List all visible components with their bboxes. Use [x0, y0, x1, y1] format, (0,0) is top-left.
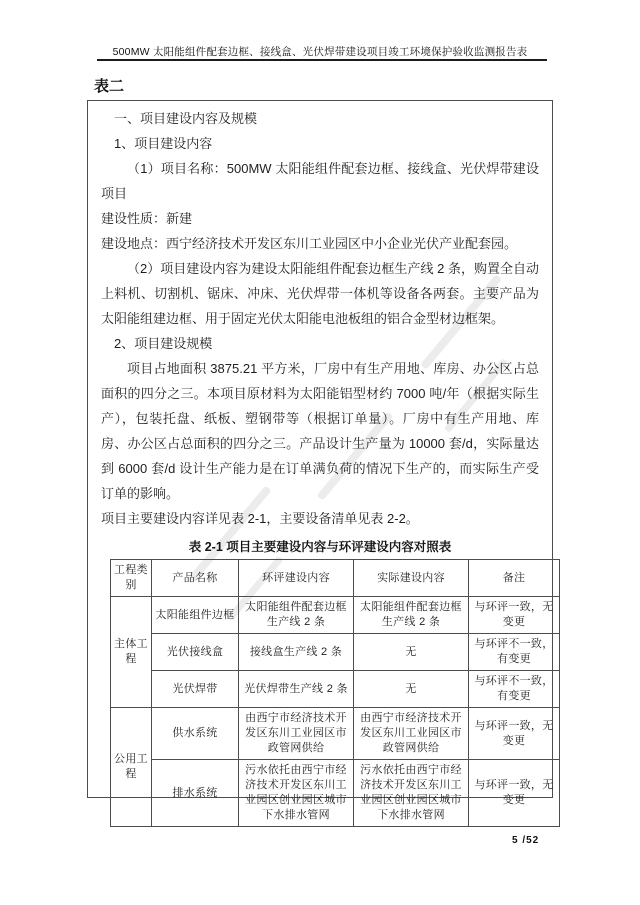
paragraph-table-reference: 项目主要建设内容详见表 2-1，主要设备清单见表 2-2。 — [101, 511, 419, 526]
running-header-title: 500MW 太阳能组件配套边框、接线盒、光伏焊带建设项目竣工环境保护验收监测报告表 — [112, 46, 528, 58]
product-cell: 供水系统 — [152, 708, 239, 760]
remark-cell: 与环评不一致，有变更 — [469, 671, 560, 708]
table-header-row — [111, 560, 560, 597]
remark-cell: 与环评一致，无变更 — [469, 597, 560, 634]
remark-cell: 与环评不一致，有变更 — [469, 634, 560, 671]
col-header-product-name: 产品名称 — [152, 560, 239, 597]
table-caption: 表 2-1 项目主要建设内容与环评建设内容对照表 — [188, 540, 452, 554]
col-header-remark: 备注 — [469, 560, 560, 597]
product-cell: 光伏接线盒 — [152, 634, 239, 671]
remark-cell: 与环评一致，无变更 — [469, 760, 560, 827]
table-row — [111, 597, 560, 634]
actual-cell: 太阳能组件配套边框生产线 2 条 — [354, 597, 469, 634]
eia-cell: 接线盒生产线 2 条 — [239, 634, 354, 671]
actual-cell: 由西宁市经济技术开发区东川工业园区市政管网供给 — [354, 708, 469, 760]
category-cell-public-works: 公用工程 — [111, 708, 152, 827]
header-underline — [97, 59, 547, 61]
eia-cell: 由西宁市经济技术开发区东川工业园区市政管网供给 — [239, 708, 354, 760]
remark-cell: 与环评一致，无变更 — [469, 708, 560, 760]
paragraph-construction-description: （2）项目建设内容为建设太阳能组件配套边框生产线 2 条，购置全自动上料机、切割机、锯床、冲床、光伏焊带一体机等设备各两套。主要产品为太阳能组建边框、用于固定光伏太阳能电池板组的铝合金型材边框架。 — [101, 261, 539, 326]
eia-cell: 太阳能组件配套边框生产线 2 条 — [239, 597, 354, 634]
construction-comparison-table — [110, 559, 560, 827]
product-cell: 太阳能组件边框 — [152, 597, 239, 634]
actual-cell: 污水依托由西宁市经济技术开发区东川工业园区创业园区城市下水排水管网 — [354, 760, 469, 827]
paragraph-scale-description: 项目占地面积 3875.21 平方米，厂房中有生产用地、库房、办公区占总面积的四分之三。本项目原材料为太阳能铝型材约 7000 吨/年（根据实际生产），包装托盘、纸板、塑钢带等（根据订单量）。厂房中有生产用地、库房、办公区占总面积的四分之三。产品设计生产量为 10000 套/d，实际量达到 6000 套/d 设计生产能力是在订单满负荷的情况下生产的，而实际生产受订单的影响。 — [101, 361, 539, 501]
actual-cell: 无 — [354, 671, 469, 708]
actual-cell: 无 — [354, 634, 469, 671]
subheading-construction-scale: 2、项目建设规模 — [114, 336, 213, 351]
form-section-label: 表二 — [94, 78, 125, 95]
table-row — [111, 708, 560, 760]
table-row — [111, 760, 560, 827]
paragraph-construction-location: 建设地点：西宁经济技术开发区东川工业园区中小企业光伏产业配套园。 — [101, 236, 518, 251]
table-row — [111, 634, 560, 671]
paragraph-construction-nature: 建设性质：新建 — [101, 211, 193, 226]
col-header-eia-content: 环评建设内容 — [239, 560, 354, 597]
product-cell: 光伏焊带 — [152, 671, 239, 708]
col-header-project-category: 工程类别 — [111, 560, 152, 597]
col-header-actual-content: 实际建设内容 — [354, 560, 469, 597]
category-cell-main-works: 主体工程 — [111, 597, 152, 708]
paragraph-project-name: （1）项目名称：500MW 太阳能组件配套边框、接线盒、光伏焊带建设项目 — [101, 161, 539, 201]
product-cell: 排水系统 — [152, 760, 239, 827]
subheading-construction-content: 1、项目建设内容 — [114, 136, 213, 151]
content-frame — [87, 100, 554, 821]
eia-cell: 光伏焊带生产线 2 条 — [239, 671, 354, 708]
page-number: 5 /52 — [512, 835, 540, 846]
heading-construction-content-scale: 一、项目建设内容及规模 — [114, 111, 258, 126]
eia-cell: 污水依托由西宁市经济技术开发区东川工业园区创业园区城市下水排水管网 — [239, 760, 354, 827]
table-row — [111, 671, 560, 708]
